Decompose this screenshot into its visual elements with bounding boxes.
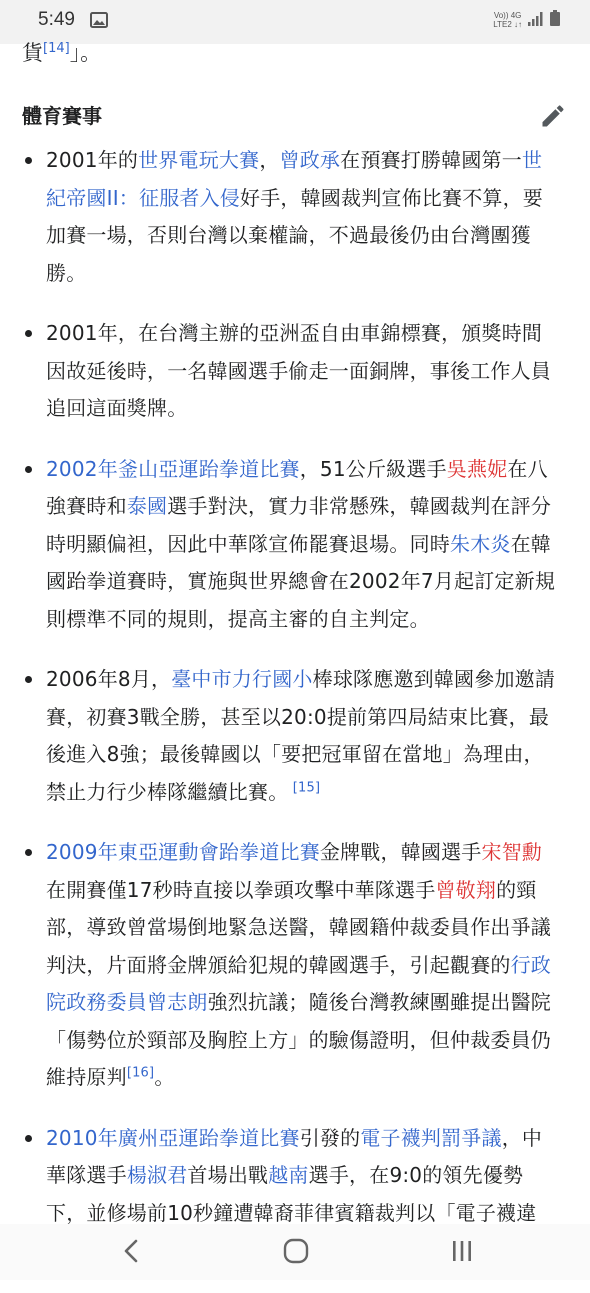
list-item	[46, 834, 562, 1097]
text: 好手，韓國裁判宣佈比賽不算，要加賽一場，否則台灣以棄權論，不過最後仍由台灣團獲勝。	[46, 185, 543, 285]
link-position[interactable]: 行政院政務委員	[46, 952, 552, 1014]
link-east-asian-games[interactable]: 2009年東亞運動會跆拳道比賽	[46, 840, 320, 864]
text: ，中華隊選手	[46, 1125, 543, 1187]
signal-status	[493, 10, 560, 30]
link-game-title[interactable]: 世紀帝國II：征服者入侵	[46, 148, 543, 210]
link-person[interactable]: 曾志朗	[147, 990, 208, 1014]
link-asian-games-taekwondo[interactable]: 2002年釜山亞運跆拳道比賽	[46, 456, 300, 481]
text: 首場出戰	[187, 1163, 269, 1187]
link-world-cyber-games[interactable]: 世界電玩大賽	[138, 148, 260, 172]
text: 的頸部，導致曾當場倒地緊急送醫，韓國籍仲裁委員作出爭議判決，片面將金牌頒給犯規的韓國選手，引起觀賽的	[46, 877, 551, 977]
link-athlete[interactable]: 朱木炎	[450, 531, 511, 556]
text: 2006年8月，	[46, 667, 172, 691]
text: ，	[259, 148, 280, 172]
battery-icon	[550, 10, 560, 30]
text: 。	[154, 1065, 175, 1089]
red-link-athlete[interactable]: 宋智勳	[481, 840, 543, 864]
text: 強烈抗議；隨後台灣教練團雖提出醫院「傷勢位於頸部及胸腔上方」的驗傷證明，但仲裁委員仍維持原判	[46, 990, 552, 1089]
list-item	[46, 315, 562, 428]
prev-text: 貨	[22, 41, 43, 65]
prev-tail: 」。	[69, 41, 102, 65]
event-list	[0, 142, 590, 1293]
network-line2: LTE2 ↓↑	[493, 20, 522, 29]
reference-link[interactable]: [15]	[292, 779, 321, 795]
link-player[interactable]: 曾政承	[279, 148, 341, 172]
edit-pencil-icon[interactable]	[539, 102, 567, 134]
gallery-icon	[90, 12, 108, 32]
text: 引發的	[299, 1125, 361, 1150]
text: 在開賽僅17秒時直接以拳頭攻擊中華隊選手	[46, 877, 436, 902]
text: 2001年，在台灣主辦的亞洲盃自由車錦標賽，頒獎時間因故延後時，一名韓國選手偷走一面銅牌，事後工作人員追回這面獎牌。	[46, 321, 551, 420]
section-heading: 體育賽事	[22, 104, 102, 128]
link-guangzhou-asian-games[interactable]: 2010年廣州亞運跆拳道比賽	[46, 1125, 300, 1150]
previous-paragraph-tail	[22, 34, 101, 72]
reference-link[interactable]: [14]	[43, 41, 70, 56]
link-athlete[interactable]: 楊淑君	[126, 1163, 188, 1187]
text: 棒球隊應邀到韓國參加邀請賽，初賽3戰全勝，甚至以20:0提前第四局結束比賽，最後進入8強；最後韓國以「要把冠軍留在當地」為理由，禁止力行少棒隊繼續比賽。	[46, 667, 556, 804]
red-link-athlete[interactable]: 曾敬翔	[435, 877, 497, 902]
reference-link[interactable]: [16]	[126, 1065, 155, 1081]
text: 在八強賽時和	[46, 456, 548, 518]
list-item	[46, 661, 562, 811]
text: 選手，在9:0的領先優勢下，並修場前10秒鐘遭韓裔菲律賓籍裁判以「電子襪違	[46, 1163, 537, 1225]
text: 2001年的	[46, 148, 139, 172]
network-indicator	[493, 11, 522, 29]
text: 在預賽打勝韓國第一	[340, 148, 522, 172]
recents-icon[interactable]	[447, 1236, 477, 1270]
link-country[interactable]: 越南	[268, 1163, 309, 1187]
text: 金牌戰，韓國選手	[319, 840, 482, 864]
list-item	[46, 451, 562, 639]
status-time: 5:49	[38, 9, 75, 30]
text: 在韓國跆拳道賽時，實施與世界總會在2002年7月起訂定新規則標準不同的規則，提高主審的自主判定。	[46, 531, 556, 631]
text: 選手對決，實力非常懸殊，韓國裁判在評分時明顯偏袒，因此中華隊宣佈罷賽退場。同時	[46, 494, 552, 556]
back-icon[interactable]	[118, 1236, 146, 1270]
signal-icon	[528, 11, 544, 30]
home-icon[interactable]	[281, 1236, 311, 1270]
link-controversy[interactable]: 電子襪判罰爭議	[360, 1125, 502, 1150]
navigation-bar	[0, 1224, 590, 1280]
link-school[interactable]: 臺中市力行國小	[171, 667, 313, 691]
text: ，51公斤級選手	[299, 456, 447, 481]
article-content	[0, 41, 590, 1225]
list-item	[46, 142, 562, 292]
network-line1: Vo)) 4G	[493, 11, 522, 20]
link-country[interactable]: 泰國	[126, 494, 168, 518]
red-link-athlete[interactable]: 吳燕妮	[446, 456, 508, 481]
